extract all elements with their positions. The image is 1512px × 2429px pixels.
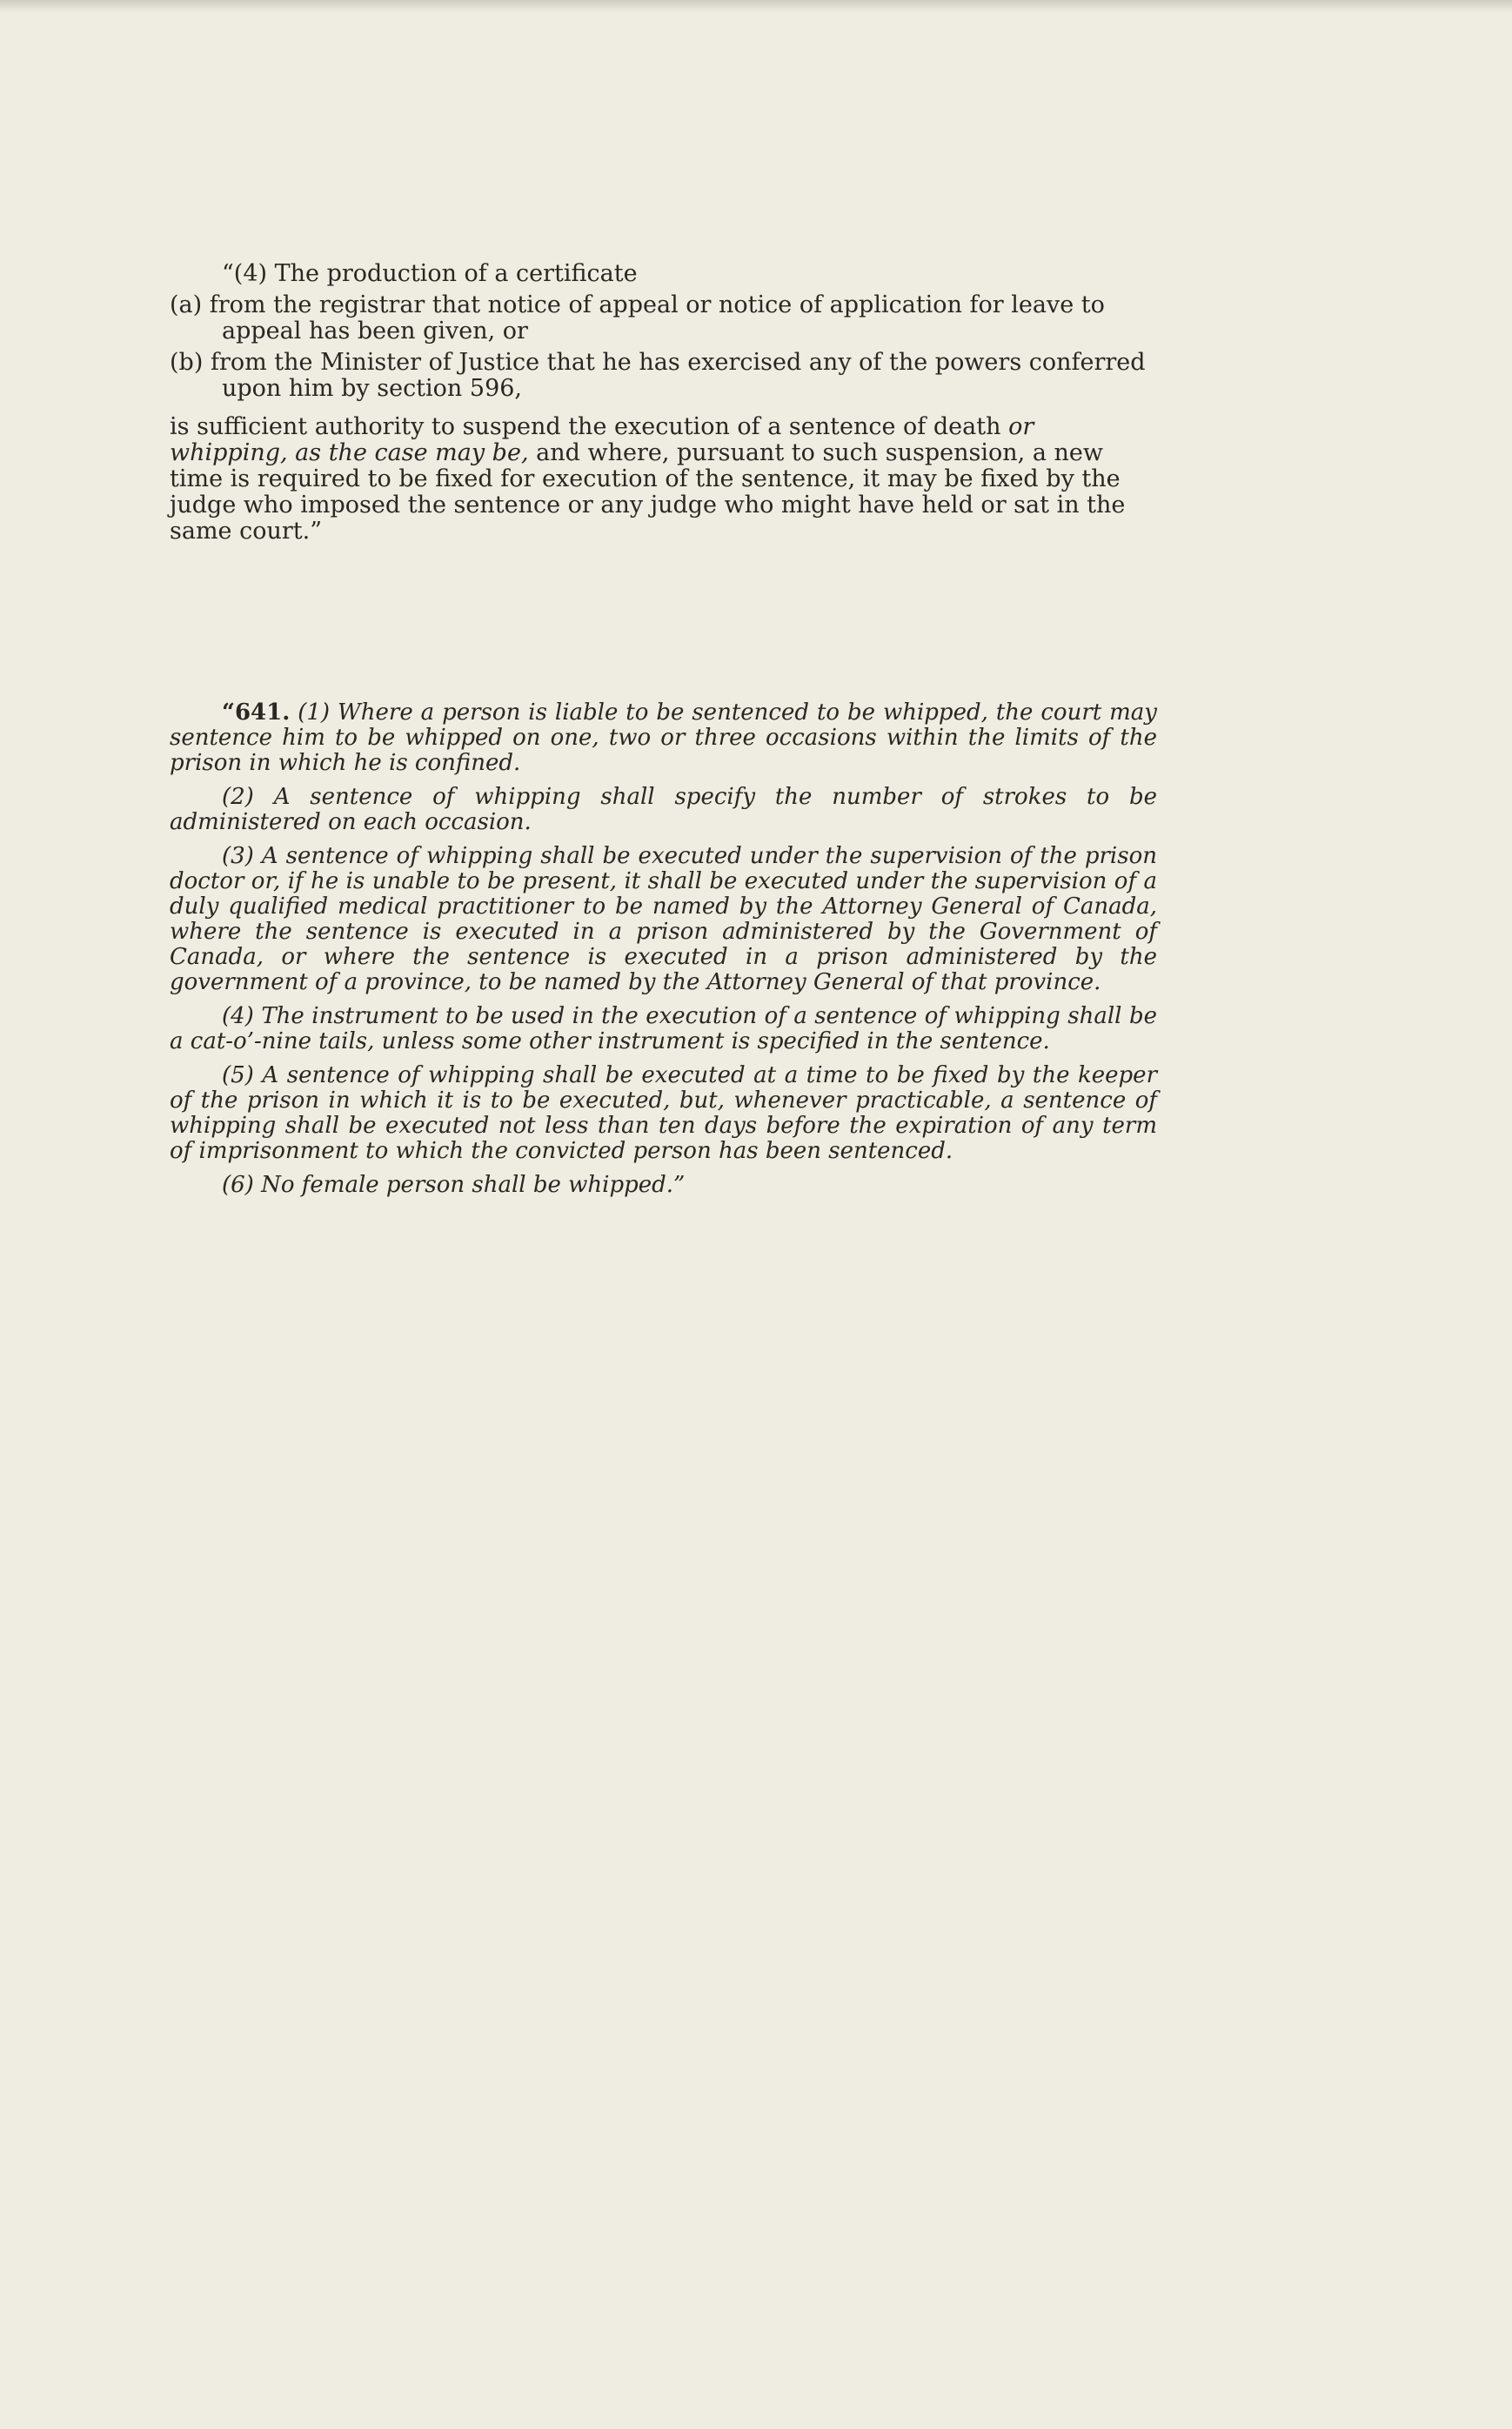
closing-italic-text: or whipping, as the case may be, (170, 413, 1034, 466)
item-b-text: from the Minister of Justice that he has exercised any of the powers conferred upon him by section 596, (210, 349, 1146, 402)
section-641-para-2 (170, 785, 1157, 835)
item-b-label: (b) (170, 349, 204, 376)
section-641-para-4 (170, 1004, 1157, 1054)
section-641-para-1 (170, 700, 1157, 776)
item-a-text: from the registrar that notice of appeal or notice of application for leave to appeal has been given, or (209, 291, 1105, 345)
item-a-label: (a) (170, 291, 203, 318)
para-1-text: Where a person is liable to be sentenced to be whipped, the court may sentence him to be whipped on one, two or three occasions within the limits of the prison in which he is confined. (170, 699, 1157, 776)
item-b (170, 350, 1157, 402)
para-6-label: (6) (222, 1172, 254, 1198)
para-2-label: (2) (222, 784, 254, 810)
subsection-4-intro: “(4) The production of a certificate (222, 260, 638, 287)
para-5-label: (5) (222, 1062, 254, 1088)
para-6-text: No female person shall be whipped.” (261, 1172, 686, 1198)
page-top-edge (0, 0, 1512, 12)
section-641-para-6 (170, 1173, 1157, 1198)
para-3-label: (3) (222, 843, 254, 869)
section-number: 641. (234, 699, 291, 726)
quote-open: “ (222, 699, 235, 726)
para-3-text: A sentence of whipping shall be executed under the supervision of the prison doctor or, if he is unable to be present, it shall be executed under the supervision of a duly qualified medical practitioner to be named by the Attorney General of Canada, where the sentence is executed in a prison administered by the Government of Canada, or where the sentence is executed in a prison administered by the government of a province, to be named by the Attorney General of that province. (170, 843, 1157, 995)
para-5-text: A sentence of whipping shall be executed at a time to be fixed by the keeper of the prison in which it is to be executed, but, whenever practicable, a sentence of whipping shall be executed not less than ten days before the expiration of any term of imprisonment to which the convicted person has been sentenced. (170, 1062, 1157, 1164)
para-4-label: (4) (222, 1003, 254, 1029)
para-4-text: The instrument to be used in the execution of a sentence of whipping shall be a cat-o’-nine tails, unless some other instrument is specified in the sentence. (170, 1003, 1157, 1054)
item-a (170, 292, 1157, 345)
section-641-para-3 (170, 844, 1157, 995)
para-1-label: (1) (298, 699, 331, 726)
section-641-para-5 (170, 1063, 1157, 1164)
amendment-section-4 (170, 261, 1157, 545)
closing-paragraph (170, 414, 1157, 545)
closing-text-2: and where, pursuant to such suspension, a new time is required to be fixed for execution of the sentence, it may be fixed by the judge who imposed the sentence or any judge who might have held or sat in the same court.” (170, 439, 1126, 545)
para-2-text: A sentence of whipping shall specify the number of strokes to be administered on each occasion. (170, 784, 1157, 835)
section-641 (170, 700, 1157, 1207)
closing-text-1: is sufficient authority to suspend the execution of a sentence of death (170, 413, 1001, 440)
